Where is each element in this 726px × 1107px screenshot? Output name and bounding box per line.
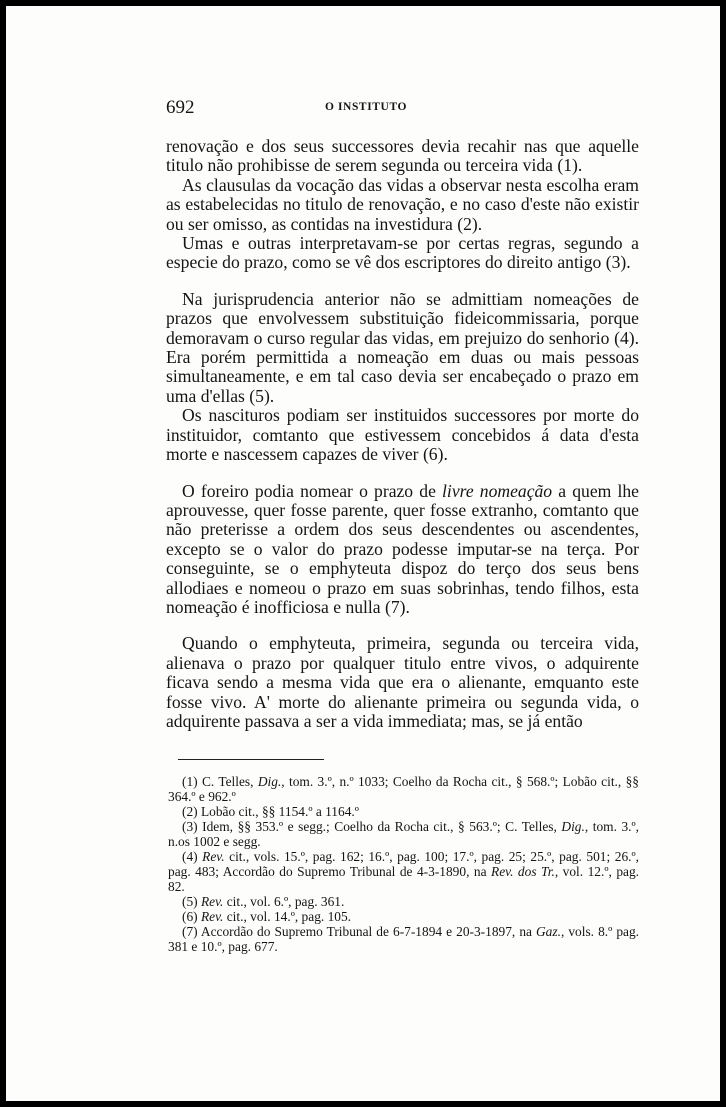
footnote — [168, 909, 639, 924]
footnote — [168, 774, 639, 804]
page-header — [166, 97, 566, 119]
footnote — [168, 849, 639, 894]
paragraph-text: O foreiro podia nomear o prazo de — [182, 480, 443, 501]
paragraph: Na jurisprudencia anterior não se admittiam nomeações de prazos que envolvessem substituição fideicommissaria, porque demoravam o curso regular das vidas, em prejuizo do senhorio (4). Era porém permittida a nomeação em duas ou mais pessoas simultaneamente, e em tal caso devia ser encabeçado o prazo em uma d'ellas (5). — [166, 288, 639, 406]
footnote — [168, 894, 639, 909]
footnote — [168, 804, 639, 819]
paragraph: renovação e dos seus successores devia recahir nas que aquelle titulo não prohibisse de serem segunda ou terceira vida (1). — [166, 136, 639, 176]
footnote-text: , vols. 8.º pag. 381 e 10.º, pag. 677. — [168, 924, 639, 954]
footnote-text: (2) Lobão cit., §§ 1154.º a 1164.º — [182, 804, 359, 819]
page — [6, 6, 720, 1101]
footnote-text: cit., vols. 15.º, pag. 162; 16.º, pag. 100; 17.º, pag. 25; 25.º, pag. 501; 26.º, pag. 483; Accordão do Supremo Tribunal de 4-3-1890, na — [168, 849, 639, 879]
paragraph: As clausulas da vocação das vidas a observar nesta escolha eram as estabelecidas no titulo de renovação, e no caso d'este não existir ou ser omisso, as contidas na investidura (2). — [166, 174, 639, 234]
footnote-text: , vol. 12.º, pag. 82. — [168, 864, 639, 894]
footnote-italic: Dig. — [561, 819, 585, 834]
running-title: O INSTITUTO — [324, 101, 408, 113]
footnote-text: (6) — [182, 909, 201, 924]
footnote — [168, 819, 639, 849]
footnote-text: (5) — [182, 894, 201, 909]
footnote-text: (3) Idem, §§ 353.º e segg.; Coelho da Rocha cit., § 563.º; C. Telles, — [182, 819, 562, 834]
paragraph-text: a quem lhe aprouvesse, quer fosse parente, quer fosse extranho, comtanto que não preterisse a ordem dos seus descendentes ou ascendentes, excepto se o valor do prazo podesse imputar-se na terça. Por conseguinte, se o emphyteuta dispoz do terço dos seus bens allodiaes e nomeou o prazo em suas sobrinhas, tendo filhos, esta nomeação é inofficiosa e nulla (7). — [166, 480, 639, 617]
footnote-italic: Gaz. — [536, 924, 561, 939]
footnote-separator — [178, 759, 324, 760]
paragraph: Os nascituros podiam ser instituidos successores por morte do instituidor, comtanto que estivessem concebidos á data d'esta morte e nascessem capazes de viver (6). — [166, 405, 639, 465]
footnotes — [168, 774, 639, 954]
paragraph — [166, 482, 639, 618]
paragraph-italic: livre nomeação — [442, 480, 553, 501]
footnote-text: (1) C. Telles, — [182, 774, 258, 789]
footnote-italic: Dig. — [257, 774, 282, 789]
footnote-text: (4) — [182, 849, 203, 864]
footnote-text: cit., vol. 14.º, pag. 105. — [223, 909, 352, 924]
body-text — [166, 137, 639, 731]
page-number: 692 — [166, 97, 195, 118]
footnote-text: cit., vol. 6.º, pag. 361. — [223, 894, 345, 909]
footnote-text: (7) Accordão do Supremo Tribunal de 6-7-1894 e 20-3-1897, na — [182, 924, 537, 939]
footnote-italic: Rev. — [200, 894, 224, 909]
footnote-italic: Rev. — [200, 909, 224, 924]
footnote-italic: Rev. — [202, 849, 225, 864]
footnote — [168, 924, 639, 954]
footnote-text: , tom. 3.º, n.os 1002 e segg. — [168, 819, 640, 849]
paragraph: Quando o emphyteuta, primeira, segunda ou terceira vida, alienava o prazo por qualquer titulo entre vivos, o adquirente ficava sendo a mesma vida que era o alienante, emquanto este fosse vivo. A' morte do alienante primeira ou segunda vida, o adquirente passava a ser a vida immediata; mas, se já então — [166, 633, 639, 731]
footnote-text: , tom. 3.º, n.º 1033; Coelho da Rocha cit., § 568.º; Lobão cit., §§ 364.º e 962.º — [168, 774, 639, 804]
footnote-italic: Rev. dos Tr. — [491, 864, 555, 879]
paragraph: Umas e outras interpretavam-se por certas regras, segundo a especie do prazo, como se vê dos escriptores do direito antigo (3). — [166, 233, 639, 273]
